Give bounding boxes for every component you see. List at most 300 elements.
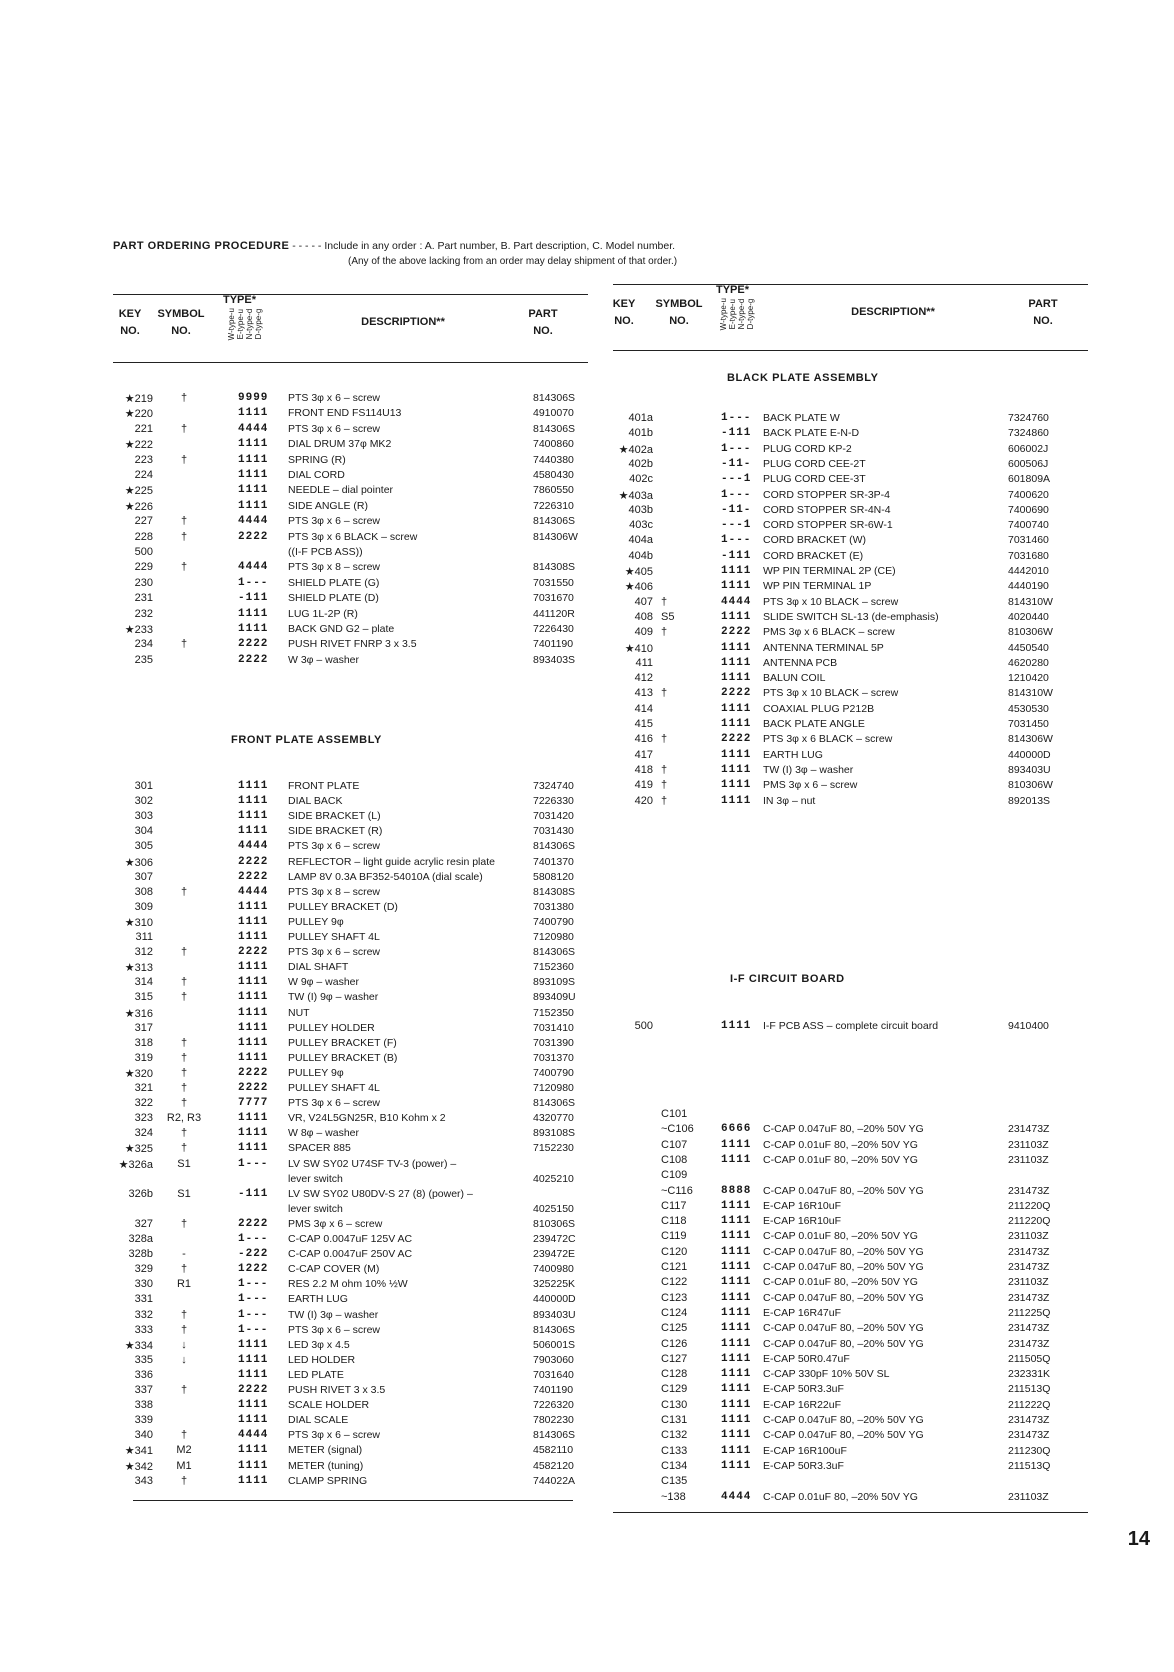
- description: VR, V24L5GN25R, B10 Kohm x 2: [288, 1112, 446, 1125]
- description: RES 2.2 M ohm 10% ½W: [288, 1278, 408, 1291]
- type-code: 2222: [721, 687, 752, 700]
- key-no: 304: [134, 825, 153, 838]
- type-code: 1111: [721, 580, 752, 593]
- table-row: [113, 1309, 588, 1324]
- part-no: 7400980: [533, 1263, 574, 1276]
- description: E-CAP 16R47uF: [763, 1306, 842, 1319]
- type-code: 1---: [721, 488, 752, 501]
- part-no: 1210420: [1008, 672, 1049, 685]
- key-no: 330: [134, 1278, 153, 1291]
- part-no: 810306W: [1008, 779, 1053, 792]
- type-code: 1111: [721, 748, 752, 761]
- type-code: 1111: [721, 1245, 752, 1258]
- description: E-CAP 50R3.3uF: [763, 1383, 844, 1396]
- key-no: 221: [134, 422, 153, 435]
- table-row: [613, 779, 1088, 794]
- ordering-title: PART ORDERING PROCEDURE: [113, 240, 290, 252]
- table-row: [113, 1248, 588, 1263]
- description: I-F PCB ASS – complete circuit board: [763, 1020, 939, 1032]
- key-no-header: NO.: [120, 325, 140, 337]
- description: TW (I) 9φ – washer: [288, 991, 379, 1004]
- description: SHIELD PLATE (G): [288, 576, 380, 589]
- part-no: 7226430: [533, 623, 574, 635]
- description: PMS 3φ x 6 BLACK – screw: [763, 626, 895, 639]
- description: DIAL CORD: [288, 469, 345, 481]
- part-no: 814308S: [533, 885, 576, 898]
- type-code: 1111: [721, 1153, 752, 1166]
- symbol-no: †: [180, 1142, 188, 1155]
- table-row: [613, 1215, 1088, 1230]
- table-row: [113, 561, 588, 576]
- type-code: 9999: [238, 392, 269, 404]
- symbol-no: †: [180, 392, 188, 404]
- symbol-no: C124: [661, 1306, 688, 1319]
- key-no: 311: [135, 931, 153, 943]
- type-code: -111: [721, 427, 752, 440]
- description: SCALE HOLDER: [288, 1399, 370, 1412]
- description: CORD BRACKET (E): [763, 549, 864, 562]
- description: E-CAP 16R10uF: [763, 1199, 842, 1212]
- part-no: 231103Z: [1008, 1230, 1049, 1243]
- symbol-no: †: [180, 1051, 188, 1064]
- part-no: 814306W: [1008, 733, 1053, 746]
- table-row: [113, 392, 588, 407]
- symbol-no: ↓: [181, 1338, 187, 1351]
- description: C-CAP 0.047uF 80, –20% 50V YG: [763, 1245, 924, 1258]
- part-no: 7031420: [533, 810, 574, 823]
- type-code: 4444: [238, 840, 269, 853]
- type-code: 1111: [238, 931, 269, 943]
- table-row: [113, 484, 588, 499]
- description: LV SW SY02 U80DV-S 27 (8) (power) –: [288, 1187, 473, 1200]
- page-number: 14: [1127, 1528, 1150, 1550]
- table-row: [613, 1445, 1088, 1460]
- table-row: [613, 718, 1088, 733]
- description: SPRING (R): [288, 453, 346, 466]
- type-code: 1111: [238, 900, 269, 913]
- part-no: 7802230: [533, 1414, 574, 1427]
- description: C-CAP 0.0047uF 250V AC: [288, 1248, 413, 1261]
- table-row: [113, 886, 588, 901]
- part-no: 231473Z: [1008, 1429, 1050, 1442]
- description: SHIELD PLATE (D): [288, 592, 379, 605]
- table-row: [113, 546, 588, 561]
- symbol-no: †: [180, 1082, 188, 1094]
- part-no: 7031450: [1008, 718, 1049, 730]
- key-no: 224: [134, 469, 153, 481]
- symbol-no: C108: [661, 1153, 688, 1166]
- part-no: 7324760: [1008, 412, 1049, 424]
- type-code: 2222: [721, 733, 752, 746]
- description: PTS 3φ x 8 – screw: [288, 885, 381, 898]
- part-no: 211225Q: [1008, 1306, 1051, 1319]
- part-no: 325225K: [533, 1278, 576, 1291]
- type-code: 1111: [721, 1138, 752, 1151]
- description: FRONT PLATE: [288, 780, 360, 792]
- key-no: ★226: [124, 500, 153, 513]
- type-code: 1111: [238, 825, 269, 838]
- key-no: ★325: [124, 1143, 153, 1156]
- description: DIAL SHAFT: [288, 961, 349, 974]
- part-no: 5808120: [533, 870, 574, 883]
- part-no: 211222Q: [1008, 1398, 1051, 1411]
- symbol-no: C117: [661, 1199, 687, 1212]
- part-no: 814306S: [533, 392, 576, 404]
- key-no: 305: [134, 840, 153, 853]
- table-row: [613, 1475, 1088, 1490]
- key-no: 401b: [628, 427, 653, 440]
- table-top-rule: [113, 294, 588, 295]
- symbol-no: C122: [661, 1276, 688, 1289]
- type-code: 1111: [238, 1051, 269, 1064]
- symbol-no: †: [661, 763, 668, 776]
- table-row: [613, 1020, 1088, 1035]
- type-code: -222: [238, 1248, 269, 1261]
- description: TW (I) 3φ – washer: [763, 763, 854, 776]
- table-row: [613, 1368, 1088, 1383]
- description: PTS 3φ x 6 BLACK – screw: [763, 733, 893, 746]
- part-no: 893403S: [533, 653, 576, 666]
- key-no: 308: [134, 885, 153, 898]
- description: DIAL BACK: [288, 795, 343, 808]
- symbol-no: C109: [661, 1169, 688, 1182]
- key-no: 230: [134, 576, 153, 589]
- description: PTS 3φ x 6 BLACK – screw: [288, 530, 418, 543]
- type-code: -11-: [721, 503, 752, 516]
- table-row: [613, 550, 1088, 565]
- description: PLUG CORD KP-2: [763, 442, 852, 455]
- symbol-no: C121: [661, 1261, 688, 1273]
- part-no: 893109S: [533, 976, 576, 989]
- description: LAMP 8V 0.3A BF352-54010A (dial scale): [288, 870, 483, 883]
- type-code: 1111: [238, 1353, 269, 1366]
- type-code: 1111: [721, 565, 752, 577]
- type-list: W-type-u E-type-u N-type-d D-type-g: [719, 298, 755, 331]
- part-no: 893403U: [1008, 763, 1051, 776]
- description: SIDE BRACKET (R): [288, 825, 383, 838]
- part-no: 211513Q: [1008, 1383, 1051, 1396]
- table-row: [113, 1218, 588, 1233]
- type-code: 1---: [721, 442, 752, 455]
- type-code: 1111: [238, 1021, 269, 1034]
- key-no: 415: [634, 718, 653, 730]
- type-code: ---1: [721, 519, 752, 532]
- type-code: 1111: [238, 795, 269, 808]
- description: BACK PLATE W: [763, 412, 840, 424]
- table-row: [113, 1007, 588, 1022]
- type-code: 4444: [238, 561, 269, 574]
- table-row: [113, 1460, 588, 1475]
- key-no: ★405: [624, 566, 653, 578]
- part-no: 814306W: [533, 530, 578, 543]
- type-code: 1111: [238, 1444, 269, 1457]
- symbol-no: ~C106: [661, 1123, 694, 1136]
- table-row: [113, 976, 588, 991]
- description: PULLEY BRACKET (D): [288, 900, 398, 913]
- part-header: PART: [528, 308, 558, 320]
- table-row: [613, 733, 1088, 748]
- table-row: [113, 1097, 588, 1112]
- part-no: 814308S: [533, 561, 576, 574]
- symbol-no: S5: [661, 610, 675, 623]
- key-no: 401a: [628, 412, 653, 424]
- key-header: KEY: [118, 308, 142, 320]
- type-code: 7777: [238, 1097, 269, 1110]
- key-no: 333: [134, 1323, 153, 1336]
- part-no: 231103Z: [1008, 1490, 1049, 1503]
- ordering-procedure: [113, 240, 678, 267]
- table-row: [613, 703, 1088, 718]
- table-row: [613, 412, 1088, 427]
- table-row: [613, 642, 1088, 657]
- description: EARTH LUG: [763, 748, 823, 761]
- part-no: 7031640: [533, 1368, 574, 1381]
- part-no: 231103Z: [1008, 1138, 1049, 1151]
- symbol-no: C130: [661, 1398, 688, 1411]
- type-code: 1111: [238, 1338, 269, 1351]
- symbol-no: †: [180, 638, 188, 651]
- table-row: [113, 1158, 588, 1173]
- table-row: [113, 592, 588, 607]
- description: ANTENNA PCB: [763, 656, 838, 669]
- type-code: 1111: [238, 1368, 269, 1381]
- symbol-header: SYMBOL: [655, 298, 703, 310]
- table-row: [113, 1022, 588, 1037]
- table-row: [113, 1429, 588, 1444]
- table-row: [113, 407, 588, 422]
- part-no: 7440380: [533, 453, 574, 466]
- description: CORD STOPPER SR-6W-1: [763, 519, 893, 532]
- table-row: [613, 1169, 1088, 1184]
- part-no: 7400740: [1008, 519, 1049, 532]
- part-no: 4440190: [1008, 580, 1049, 593]
- type-code: 1111: [238, 1399, 269, 1412]
- description: SPACER 885: [288, 1142, 351, 1155]
- part-no: 7903060: [533, 1353, 574, 1366]
- table-row: [613, 1261, 1088, 1276]
- type-code: 1111: [238, 1142, 269, 1155]
- description: E-CAP 16R10uF: [763, 1215, 842, 1228]
- part-no: 814306S: [533, 1097, 576, 1110]
- description: E-CAP 50R3.3uF: [763, 1459, 844, 1472]
- type-code: 1111: [721, 702, 752, 715]
- type-code: 1111: [238, 453, 269, 466]
- description: C-CAP COVER (M): [288, 1263, 380, 1276]
- key-no: ★225: [124, 485, 153, 498]
- table-row: [113, 608, 588, 623]
- key-no: 329: [134, 1263, 153, 1276]
- table-row: [113, 946, 588, 961]
- symbol-no: C125: [661, 1322, 688, 1335]
- description: C-CAP 0.047uF 80, –20% 50V YG: [763, 1414, 924, 1426]
- description: PULLEY BRACKET (F): [288, 1036, 397, 1049]
- symbol-no: C132: [661, 1429, 688, 1442]
- description: PTS 3φ x 6 – screw: [288, 1323, 381, 1336]
- symbol-no: †: [180, 453, 188, 466]
- key-no: ★222: [124, 439, 153, 452]
- table-row: [113, 1233, 588, 1248]
- type-code: 1222: [238, 1263, 269, 1276]
- key-no: 331: [134, 1293, 153, 1306]
- type-code: 2222: [238, 653, 269, 666]
- type-code: 1111: [238, 1036, 269, 1049]
- symbol-no: C131: [661, 1414, 688, 1426]
- table-row: [113, 1067, 588, 1082]
- description: PTS 3φ x 6 – screw: [288, 515, 381, 528]
- part-no: 231473Z: [1008, 1245, 1050, 1258]
- table-row: [613, 764, 1088, 779]
- table-row: [113, 856, 588, 871]
- table-row: [613, 504, 1088, 519]
- part-no: 4580430: [533, 469, 574, 481]
- part-no: 231103Z: [1008, 1276, 1049, 1289]
- symbol-no: †: [180, 1323, 188, 1336]
- description: LED HOLDER: [288, 1353, 356, 1366]
- part-no: 9410400: [1008, 1020, 1049, 1032]
- description: PULLEY BRACKET (B): [288, 1051, 398, 1064]
- symbol-no: †: [180, 515, 188, 528]
- table-row: [613, 672, 1088, 687]
- part-no: 814306S: [533, 1323, 576, 1336]
- symbol-no-header: NO.: [669, 315, 689, 327]
- part-no: 7120980: [533, 931, 574, 943]
- symbol-no: C123: [661, 1291, 688, 1304]
- key-no: 309: [134, 900, 153, 913]
- type-code: 1111: [721, 718, 752, 730]
- key-no: ★402a: [618, 443, 653, 456]
- description: BACK PLATE ANGLE: [763, 718, 865, 730]
- type-code: 1111: [721, 672, 752, 685]
- symbol-no: C133: [661, 1444, 688, 1457]
- type-code: 2222: [238, 855, 269, 868]
- type-code: 1111: [238, 976, 269, 989]
- table-row: [113, 1127, 588, 1142]
- part-no: 4582120: [533, 1459, 574, 1472]
- description-header: DESCRIPTION**: [851, 306, 935, 318]
- description: PTS 3φ x 6 – screw: [288, 392, 381, 404]
- table-row: [613, 1491, 1088, 1506]
- part-no: 814310W: [1008, 687, 1053, 700]
- description: C-CAP 0.0047uF 125V AC: [288, 1233, 413, 1245]
- key-no: 307: [134, 870, 153, 883]
- description: PULLEY SHAFT 4L: [288, 1082, 380, 1094]
- part-no: 4320770: [533, 1112, 574, 1125]
- description: PTS 3φ x 6 – screw: [288, 946, 381, 959]
- table-row: [113, 991, 588, 1006]
- type-code: 1111: [721, 1306, 752, 1319]
- table-row: [613, 427, 1088, 442]
- symbol-no: †: [180, 1127, 188, 1140]
- key-no: ★342: [124, 1460, 153, 1473]
- part-no: 239472C: [533, 1233, 576, 1245]
- table-row: [113, 916, 588, 931]
- table-row: [113, 901, 588, 916]
- table-row: [113, 454, 588, 469]
- type-code: 4444: [238, 885, 269, 898]
- type-code: 1111: [238, 1006, 269, 1019]
- table-row: [613, 534, 1088, 549]
- key-no: 335: [134, 1353, 153, 1366]
- part-no: 893108S: [533, 1127, 576, 1140]
- symbol-no: C118: [661, 1215, 687, 1228]
- table-row: [113, 810, 588, 825]
- type-code: 1111: [721, 1261, 752, 1273]
- type-code: 1111: [721, 1414, 752, 1426]
- description: C-CAP 0.047uF 80, –20% 50V YG: [763, 1291, 924, 1304]
- type-code: 2222: [238, 870, 269, 883]
- part-no: 4450540: [1008, 641, 1049, 654]
- key-no: 407: [634, 595, 653, 608]
- type-code: 1111: [721, 1199, 752, 1212]
- table-row: [613, 489, 1088, 504]
- table-row: [613, 580, 1088, 595]
- part-no: 4025150: [533, 1202, 574, 1215]
- key-no: 323: [134, 1112, 153, 1125]
- table-row: [613, 1399, 1088, 1414]
- table-row: [613, 1139, 1088, 1154]
- table-row: [113, 577, 588, 592]
- table-row: [613, 1429, 1088, 1444]
- type-code: 1---: [238, 1278, 269, 1291]
- type-header: TYPE*: [716, 284, 750, 296]
- description: SLIDE SWITCH SL-13 (de-emphasis): [763, 610, 939, 623]
- key-no: 326b: [128, 1187, 153, 1200]
- description: COAXIAL PLUG P212B: [763, 702, 875, 715]
- type-code: 1111: [721, 641, 752, 654]
- table-row: [113, 1082, 588, 1097]
- key-no: 324: [134, 1127, 153, 1140]
- table-row: [113, 1354, 588, 1369]
- table-header: [612, 284, 1088, 348]
- type-code: 6666: [721, 1123, 752, 1136]
- part-no: 231473Z: [1008, 1261, 1050, 1273]
- description: PTS 3φ x 10 BLACK – screw: [763, 687, 899, 700]
- table-row: [113, 1414, 588, 1429]
- description: TW (I) 3φ – washer: [288, 1308, 379, 1321]
- key-no: 232: [134, 607, 153, 620]
- symbol-no: M2: [176, 1444, 192, 1457]
- key-no: ★406: [624, 581, 653, 594]
- key-no: 235: [134, 653, 153, 666]
- table-row: [113, 1112, 588, 1127]
- table-row: [113, 531, 588, 546]
- table-row: [613, 1108, 1088, 1123]
- key-no: 339: [134, 1414, 153, 1427]
- table-row: [113, 840, 588, 855]
- type-code: 1111: [721, 1276, 752, 1289]
- key-no: 318: [134, 1036, 153, 1049]
- symbol-no: †: [180, 1308, 188, 1321]
- symbol-no: C128: [661, 1368, 688, 1381]
- key-no: 315: [134, 991, 153, 1004]
- left-bottom-rule: [133, 1500, 573, 1501]
- symbol-no: †: [661, 595, 668, 608]
- table-row: [613, 458, 1088, 473]
- description: PULLEY HOLDER: [288, 1021, 375, 1034]
- table-row: [113, 1339, 588, 1354]
- part-no: 7031410: [533, 1021, 574, 1034]
- description: REFLECTOR – light guide acrylic resin plate: [288, 855, 495, 868]
- description: C-CAP 0.047uF 80, –20% 50V YG: [763, 1261, 924, 1273]
- part-no: 7401190: [533, 1384, 574, 1396]
- description: PTS 3φ x 10 BLACK – screw: [763, 595, 899, 608]
- key-no: 328b: [128, 1248, 153, 1261]
- part-no: 211220Q: [1008, 1215, 1051, 1228]
- type-code: 4444: [721, 1490, 752, 1503]
- type-code: 1---: [721, 534, 752, 547]
- symbol-no: C134: [661, 1459, 688, 1472]
- table-row: [113, 961, 588, 976]
